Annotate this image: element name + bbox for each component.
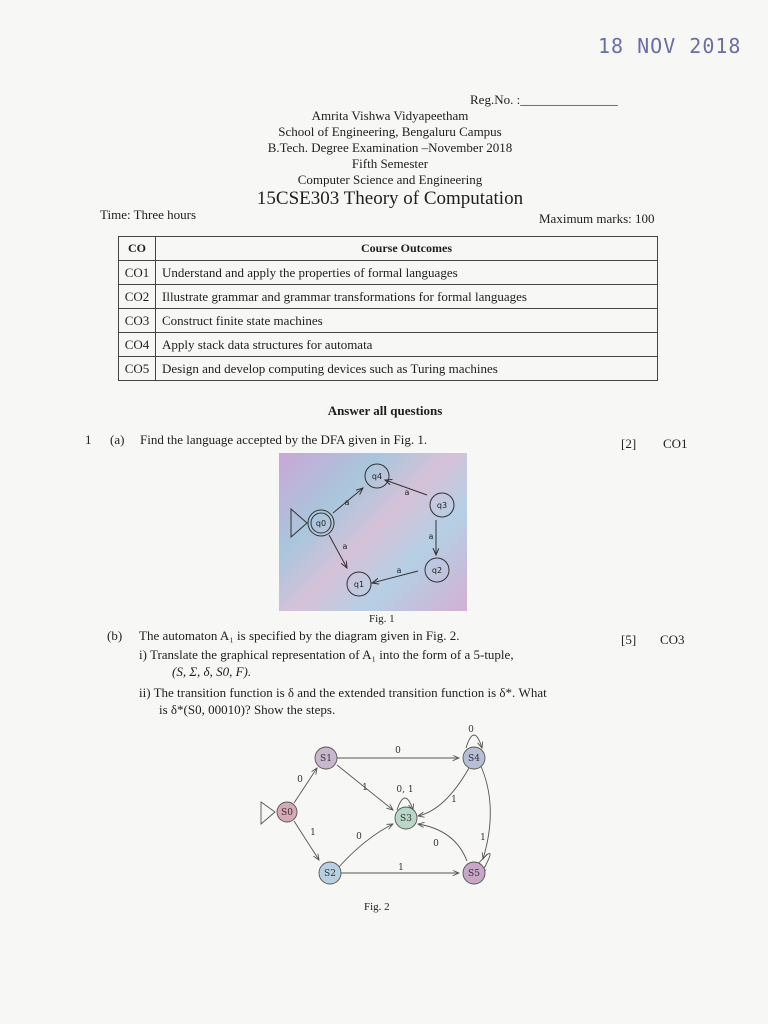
part-b-ii-line1: ii) The transition function is δ and the extended transition function is δ*. What (139, 685, 547, 700)
co-code: CO1 (119, 261, 156, 285)
s3-label: S3 (400, 814, 412, 824)
edge-label: 0 (468, 725, 474, 735)
edge-label: 1 (362, 783, 368, 793)
edge-label: 1 (398, 863, 404, 873)
semester: Fifth Semester (351, 156, 429, 171)
co-description: Design and develop computing devices such as Turing machines (156, 357, 658, 381)
date-stamp: 18 NOV 2018 (598, 34, 742, 58)
edge-label: 1 (480, 833, 486, 843)
fig1-caption: Fig. 1 (369, 613, 395, 625)
part-b-co: CO3 (660, 632, 685, 647)
part-b-i-line2: (S, Σ, δ, S0, F). (172, 664, 252, 679)
exam-name: B.Tech. Degree Examination –November 2018 (267, 140, 513, 155)
part-a-text: Find the language accepted by the DFA given in Fig. 1. (140, 432, 428, 447)
start-arrow-icon (261, 802, 275, 824)
s1-label: S1 (320, 754, 332, 764)
question-number: 1 (85, 432, 92, 447)
start-arrow-icon (291, 509, 307, 537)
co-code: CO4 (119, 333, 156, 357)
co-description: Illustrate grammar and grammar transformations for formal languages (156, 285, 658, 309)
table-row (119, 333, 658, 357)
part-a-co: CO1 (663, 436, 688, 451)
q1-label: q1 (353, 580, 365, 589)
co-description: Construct finite state machines (156, 309, 658, 333)
fig2-caption: Fig. 2 (364, 901, 390, 913)
edge-label: 0 (395, 746, 401, 756)
co-description: Understand and apply the properties of formal languages (156, 261, 658, 285)
edge-label: 1 (310, 828, 316, 838)
edge-label: 0 (356, 832, 362, 842)
department: Computer Science and Engineering (297, 172, 483, 187)
table-header-row (119, 237, 658, 261)
table-row (119, 285, 658, 309)
edge-label: a (344, 498, 350, 507)
exam-duration: Time: Three hours (100, 207, 197, 222)
edge-label: 0 (433, 839, 439, 849)
edge-label: a (404, 488, 410, 497)
q0-label: q0 (315, 519, 327, 528)
table-row (119, 309, 658, 333)
table-row (119, 357, 658, 381)
edge-label: a (342, 542, 348, 551)
reg-number: Reg.No. :_______________ (470, 92, 618, 107)
co-header: CO (119, 237, 156, 261)
max-marks: Maximum marks: 100 (539, 211, 655, 226)
edge-label: a (428, 532, 434, 541)
edge-label: 0 (297, 775, 303, 785)
co-code: CO5 (119, 357, 156, 381)
instructions: Answer all questions (327, 403, 443, 418)
part-b-marks: [5] (621, 632, 637, 647)
fig2-automaton-diagram (255, 720, 500, 890)
part-b-i-line1: i) Translate the graphical representation of A₁ into the form of a 5-tuple, (139, 647, 514, 662)
edge-label: a (396, 566, 402, 575)
university-name: Amrita Vishwa Vidyapeetham (311, 108, 469, 123)
edge-label: 0, 1 (396, 785, 414, 795)
co-code: CO3 (119, 309, 156, 333)
fig1-dfa-diagram (279, 453, 467, 611)
s5-label: S5 (468, 869, 480, 879)
table-row (119, 261, 658, 285)
school-name: School of Engineering, Bengaluru Campus (278, 124, 502, 139)
co-description: Apply stack data structures for automata (156, 333, 658, 357)
part-b-ii-line2: is δ*(S0, 00010)? Show the steps. (159, 702, 336, 717)
q4-label: q4 (371, 472, 383, 481)
co-code: CO2 (119, 285, 156, 309)
part-a-marks: [2] (621, 436, 637, 451)
part-b-label: (b) (107, 628, 123, 643)
s4-label: S4 (468, 754, 480, 764)
q3-label: q3 (436, 501, 448, 510)
course-outcomes-table (118, 236, 658, 381)
q2-label: q2 (431, 566, 443, 575)
edge-label: 1 (451, 795, 457, 805)
s0-label: S0 (281, 808, 293, 818)
outcomes-header: Course Outcomes (156, 237, 658, 261)
s2-label: S2 (324, 869, 336, 879)
part-b-text: The automaton A₁ is specified by the diagram given in Fig. 2. (139, 628, 460, 643)
part-a-label: (a) (110, 432, 125, 447)
course-title: 15CSE303 Theory of Computation (256, 188, 524, 209)
